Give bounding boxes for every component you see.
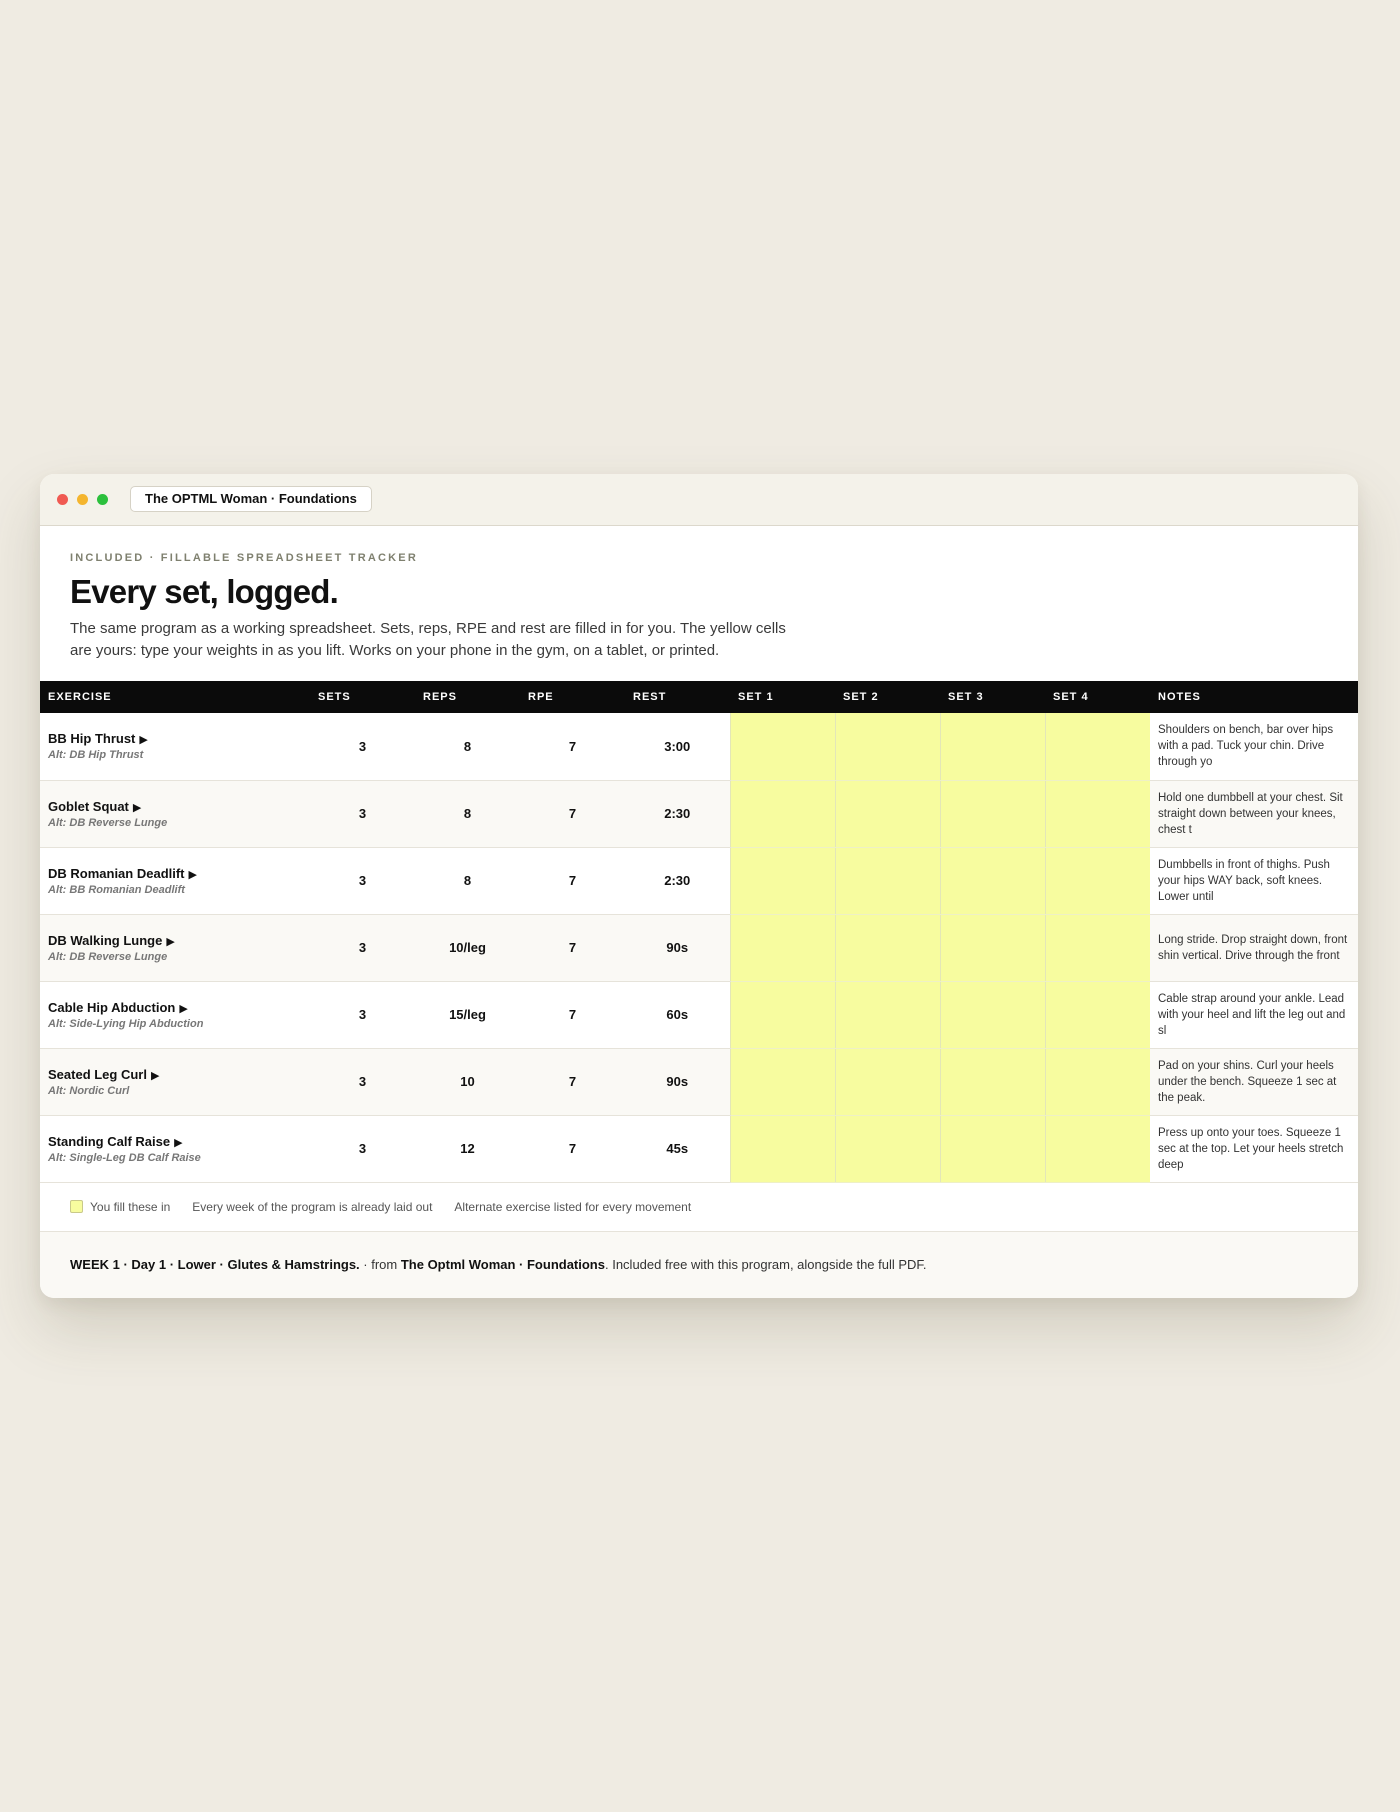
header-rpe: RPE xyxy=(520,681,625,713)
notes-cell: Shoulders on bench, bar over hips with a pad. Tuck your chin. Drive through yo xyxy=(1150,713,1358,780)
footer-program: The Optml Woman · Foundations xyxy=(400,1257,605,1272)
header-set-4: SET 4 xyxy=(1045,681,1150,713)
window-titlebar xyxy=(40,474,1358,526)
set-2-input[interactable] xyxy=(835,914,940,981)
exercise-cell xyxy=(40,780,310,847)
rpe-cell: 7 xyxy=(520,914,625,981)
table-row xyxy=(40,981,1358,1048)
exercise-name[interactable] xyxy=(48,731,302,746)
set-3-input[interactable] xyxy=(940,981,1045,1048)
exercise-name[interactable] xyxy=(48,933,302,948)
play-icon[interactable]: ▶ xyxy=(139,734,148,747)
set-1-input[interactable] xyxy=(730,1115,835,1182)
sets-cell: 3 xyxy=(310,713,415,780)
set-1-input[interactable] xyxy=(730,914,835,981)
header-sets: SETS xyxy=(310,681,415,713)
reps-cell: 10 xyxy=(415,1048,520,1115)
play-icon[interactable]: ▶ xyxy=(188,868,197,881)
reps-cell: 12 xyxy=(415,1115,520,1182)
header-set-3: SET 3 xyxy=(940,681,1045,713)
sets-cell: 3 xyxy=(310,780,415,847)
table-row xyxy=(40,847,1358,914)
exercise-alt: Alt: Nordic Curl xyxy=(48,1084,130,1097)
set-1-input[interactable] xyxy=(730,981,835,1048)
footer-note: . Included free with this program, alongside the full PDF. xyxy=(604,1257,927,1272)
rest-cell: 90s xyxy=(625,914,730,981)
fill-swatch-icon xyxy=(70,1200,83,1213)
rest-cell: 90s xyxy=(625,1048,730,1115)
set-1-input[interactable] xyxy=(730,1048,835,1115)
set-2-input[interactable] xyxy=(835,981,940,1048)
notes-cell: Pad on your shins. Curl your heels under the bench. Squeeze 1 sec at the peak. xyxy=(1150,1048,1358,1115)
sets-cell: 3 xyxy=(310,1048,415,1115)
exercise-alt: Alt: Side-Lying Hip Abduction xyxy=(48,1017,204,1030)
rpe-cell: 7 xyxy=(520,1115,625,1182)
legend xyxy=(40,1183,1358,1232)
table-row xyxy=(40,780,1358,847)
header-rest: REST xyxy=(625,681,730,713)
notes-cell: Long stride. Drop straight down, front shin vertical. Drive through the front xyxy=(1150,914,1358,981)
footer-from: · from xyxy=(359,1257,401,1272)
rpe-cell: 7 xyxy=(520,981,625,1048)
tracker-table xyxy=(40,681,1358,1183)
footer xyxy=(40,1232,1358,1298)
notes-cell: Press up onto your toes. Squeeze 1 sec at the top. Let your heels stretch deep xyxy=(1150,1115,1358,1182)
play-icon[interactable]: ▶ xyxy=(179,1002,188,1015)
exercise-cell xyxy=(40,1048,310,1115)
set-4-input[interactable] xyxy=(1045,847,1150,914)
exercise-alt: Alt: DB Reverse Lunge xyxy=(48,816,168,829)
notes-cell: Hold one dumbbell at your chest. Sit straight down between your knees, chest t xyxy=(1150,780,1358,847)
rest-cell: 60s xyxy=(625,981,730,1048)
set-1-input[interactable] xyxy=(730,847,835,914)
exercise-name-text: DB Walking Lunge xyxy=(48,932,163,948)
set-3-input[interactable] xyxy=(940,914,1045,981)
rpe-cell: 7 xyxy=(520,847,625,914)
rpe-cell: 7 xyxy=(520,713,625,780)
reps-cell: 8 xyxy=(415,780,520,847)
exercise-cell xyxy=(40,1115,310,1182)
minimize-window-button[interactable] xyxy=(77,494,88,505)
exercise-name[interactable] xyxy=(48,1000,302,1015)
reps-cell: 10/leg xyxy=(415,914,520,981)
eyebrow-label: INCLUDED · FILLABLE SPREADSHEET TRACKER xyxy=(70,552,418,564)
header-reps: REPS xyxy=(415,681,520,713)
set-4-input[interactable] xyxy=(1045,914,1150,981)
notes-cell: Dumbbells in front of thighs. Push your hips WAY back, soft knees. Lower until xyxy=(1150,847,1358,914)
footer-session: WEEK 1 · Day 1 · Lower · Glutes & Hamstrings. xyxy=(70,1257,360,1272)
exercise-name-text: DB Romanian Deadlift xyxy=(48,865,185,881)
exercise-alt: Alt: Single-Leg DB Calf Raise xyxy=(48,1151,201,1164)
header-exercise: EXERCISE xyxy=(40,681,310,713)
set-3-input[interactable] xyxy=(940,713,1045,780)
sets-cell: 3 xyxy=(310,1115,415,1182)
exercise-name-text: Goblet Squat xyxy=(48,798,129,814)
legend-alternates: Alternate exercise listed for every movement xyxy=(454,1199,692,1214)
legend-weeks: Every week of the program is already laid out xyxy=(192,1199,433,1214)
reps-cell: 8 xyxy=(415,713,520,780)
exercise-cell xyxy=(40,914,310,981)
rpe-cell: 7 xyxy=(520,1048,625,1115)
play-icon[interactable]: ▶ xyxy=(150,1069,160,1082)
table-row xyxy=(40,1115,1358,1182)
set-4-input[interactable] xyxy=(1045,981,1150,1048)
exercise-name-text: Cable Hip Abduction xyxy=(48,999,176,1015)
exercise-alt: Alt: DB Hip Thrust xyxy=(48,749,144,762)
play-icon[interactable]: ▶ xyxy=(132,801,142,814)
rest-cell: 2:30 xyxy=(625,847,730,914)
sets-cell: 3 xyxy=(310,914,415,981)
page-title: Every set, logged. xyxy=(70,573,339,610)
maximize-window-button[interactable] xyxy=(97,494,108,505)
set-4-input[interactable] xyxy=(1045,713,1150,780)
rpe-cell: 7 xyxy=(520,780,625,847)
exercise-cell xyxy=(40,847,310,914)
set-2-input[interactable] xyxy=(835,1048,940,1115)
exercise-name[interactable] xyxy=(48,1134,302,1149)
set-3-input[interactable] xyxy=(940,780,1045,847)
set-2-input[interactable] xyxy=(835,847,940,914)
reps-cell: 15/leg xyxy=(415,981,520,1048)
notes-cell: Cable strap around your ankle. Lead with your heel and lift the leg out and sl xyxy=(1150,981,1358,1048)
exercise-alt: Alt: DB Reverse Lunge xyxy=(48,950,168,963)
exercise-name[interactable] xyxy=(48,866,302,881)
exercise-alt: Alt: BB Romanian Deadlift xyxy=(48,883,185,896)
reps-cell: 8 xyxy=(415,847,520,914)
set-4-input[interactable] xyxy=(1045,1048,1150,1115)
set-2-input[interactable] xyxy=(835,1115,940,1182)
set-3-input[interactable] xyxy=(940,1048,1045,1115)
table-row xyxy=(40,914,1358,981)
set-2-input[interactable] xyxy=(835,780,940,847)
hero-section xyxy=(40,526,1358,681)
rest-cell: 2:30 xyxy=(625,780,730,847)
exercise-name[interactable] xyxy=(48,799,302,814)
set-4-input[interactable] xyxy=(1045,1115,1150,1182)
sets-cell: 3 xyxy=(310,847,415,914)
set-4-input[interactable] xyxy=(1045,780,1150,847)
rest-cell: 45s xyxy=(625,1115,730,1182)
exercise-name[interactable] xyxy=(48,1067,302,1082)
play-icon[interactable]: ▶ xyxy=(166,935,175,948)
exercise-cell xyxy=(40,713,310,780)
page-description: The same program as a working spreadsheet. Sets, reps, RPE and rest are filled in for you. The yellow cells are yours: type your weights in as you lift. Works on your phone in the gym, on a tablet, or printed. xyxy=(70,620,786,659)
sets-cell: 3 xyxy=(310,981,415,1048)
window-tab[interactable]: The OPTML Woman · Foundations xyxy=(130,486,372,512)
exercise-name-text: Seated Leg Curl xyxy=(48,1066,147,1082)
set-2-input[interactable] xyxy=(835,713,940,780)
close-window-button[interactable] xyxy=(57,494,68,505)
table-header-row xyxy=(40,681,1358,713)
exercise-name-text: BB Hip Thrust xyxy=(48,731,136,747)
legend-fill: You fill these in xyxy=(90,1199,171,1214)
header-notes: NOTES xyxy=(1150,681,1358,713)
set-3-input[interactable] xyxy=(940,1115,1045,1182)
header-set-1: SET 1 xyxy=(730,681,835,713)
rest-cell: 3:00 xyxy=(625,713,730,780)
set-1-input[interactable] xyxy=(730,780,835,847)
exercise-name-text: Standing Calf Raise xyxy=(48,1133,171,1149)
table-row xyxy=(40,1048,1358,1115)
set-3-input[interactable] xyxy=(940,847,1045,914)
app-window xyxy=(40,474,1358,1298)
table-row xyxy=(40,713,1358,780)
header-set-2: SET 2 xyxy=(835,681,940,713)
exercise-cell xyxy=(40,981,310,1048)
set-1-input[interactable] xyxy=(730,713,835,780)
play-icon[interactable]: ▶ xyxy=(174,1136,183,1149)
